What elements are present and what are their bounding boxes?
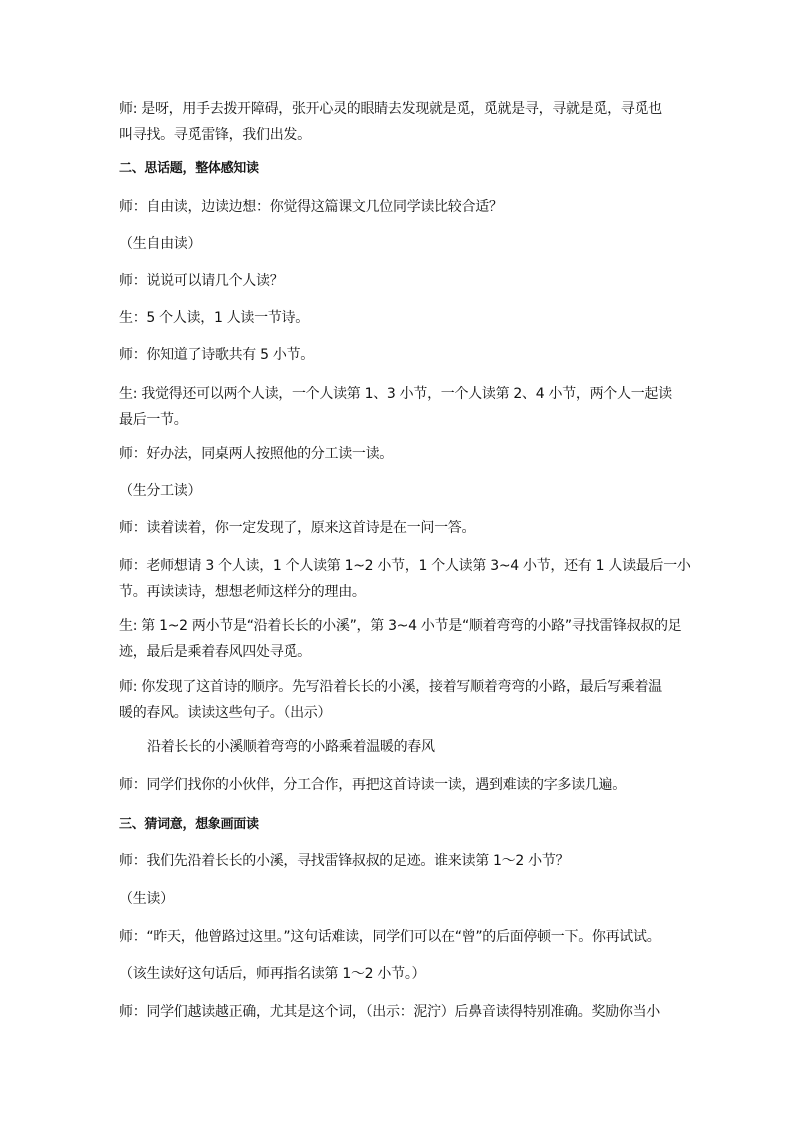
paragraph-teacher-praise [119,999,679,1025]
text-line: 师：我们先沿着长长的小溪，寻找雷锋叔叔的足迹。谁来读第 1～2 小节？ [119,853,570,869]
text-line: 师：同学们越读越正确，尤其是这个词，（出示：泥泞）后鼻音读得特别准确。奖励你当小 [119,1004,660,1020]
text-line: 师: 你发现了这首诗的顺序。先写沿着长长的小溪，接着写顺着弯弯的小路，最后写乘着温 [119,679,662,695]
paragraph-student-free-read [119,231,679,257]
heading-text: 二、思话题，整体感知读 [119,161,259,176]
text-line: 叫寻找。寻觅雷锋，我们出发。 [119,127,311,143]
text-line: 生: 我觉得还可以两个人读，一个人读第 1、3 小节，一个人读第 2、4 小节，两个人一起读 [119,386,672,402]
text-line: 师: 是呀，用手去拨开障碍，张开心灵的眼睛去发现就是觅，觅就是寻，寻就是觅，寻觅也 [119,101,662,117]
paragraph-teacher-qa [119,515,679,541]
text-line: 师：老师想请 3 个人读，1 个人读第 1~2 小节，1 个人读第 3~4 小节，还有 1 人读最后一小 [119,558,691,574]
text-line: 最后一节。 [119,412,188,428]
text-line: 师：读着读着，你一定发现了，原来这首诗是在一问一答。 [119,520,476,536]
text-line: 师：说说可以请几个人读？ [119,273,284,289]
text-line: 生：5 个人读，1 人读一节诗。 [119,310,309,326]
paragraph-teacher-order [119,674,679,726]
text-line: 沿着长长的小溪顺着弯弯的小路乘着温暖的春风 [147,739,435,755]
section-heading-3 [119,812,679,838]
heading-text: 三、猜词意，想象画面读 [119,817,259,832]
paragraph-teacher-free-read [119,194,679,220]
section-heading-2 [119,156,679,182]
paragraph-teacher-how-many [119,268,679,294]
paragraph-teacher-partners [119,772,679,798]
text-line: 师：自由读，边读边想：你觉得这篇课文几位同学读比较合适？ [119,199,503,215]
text-line: （该生读好这句话后，师再指名读第 1～2 小节。） [119,966,426,982]
text-line: 暖的春风。读读这些句子。（出示） [119,705,332,721]
text-line: 生: 第 1~2 两小节是“沿着长长的小溪”，第 3~4 小节是“顺着弯弯的小路”寻找雷锋叔叔的足 [119,618,682,634]
text-line: 师：你知道了诗歌共有 5 小节。 [119,347,315,363]
text-line: （生读） [119,891,174,907]
paragraph-teacher-pause [119,924,679,950]
paragraph-teacher-stream [119,848,679,874]
text-line: （生分工读） [119,483,202,499]
text-line: （生自由读） [119,236,202,252]
paragraph-teacher-five-sections [119,342,679,368]
paragraph-student-two-readers [119,381,679,433]
paragraph-teacher-three-readers [119,553,691,605]
paragraph-student-reads [119,886,679,912]
paragraph-teacher-good-idea [119,441,679,467]
text-line: 师：同学们找你的小伙伴，分工合作，再把这首诗读一读，遇到难读的字多读几遍。 [119,777,626,793]
paragraph-teacher-xunmi [119,96,679,148]
paragraph-student-reread [119,961,679,987]
text-line: 节。再读读诗，想想老师这样分的理由。 [119,584,366,600]
text-line: 迹，最后是乘着春风四处寻觅。 [119,644,311,660]
text-line: 师：“昨天，他曾路过这里。”这句话难读，同学们可以在“曾”的后面停顿一下。你再试试。 [119,929,661,945]
paragraph-student-five [119,305,679,331]
text-line: 师：好办法，同桌两人按照他的分工读一读。 [119,446,393,462]
paragraph-student-reason [119,613,682,665]
quoted-phrases [147,734,707,760]
paragraph-student-split-read [119,478,679,504]
